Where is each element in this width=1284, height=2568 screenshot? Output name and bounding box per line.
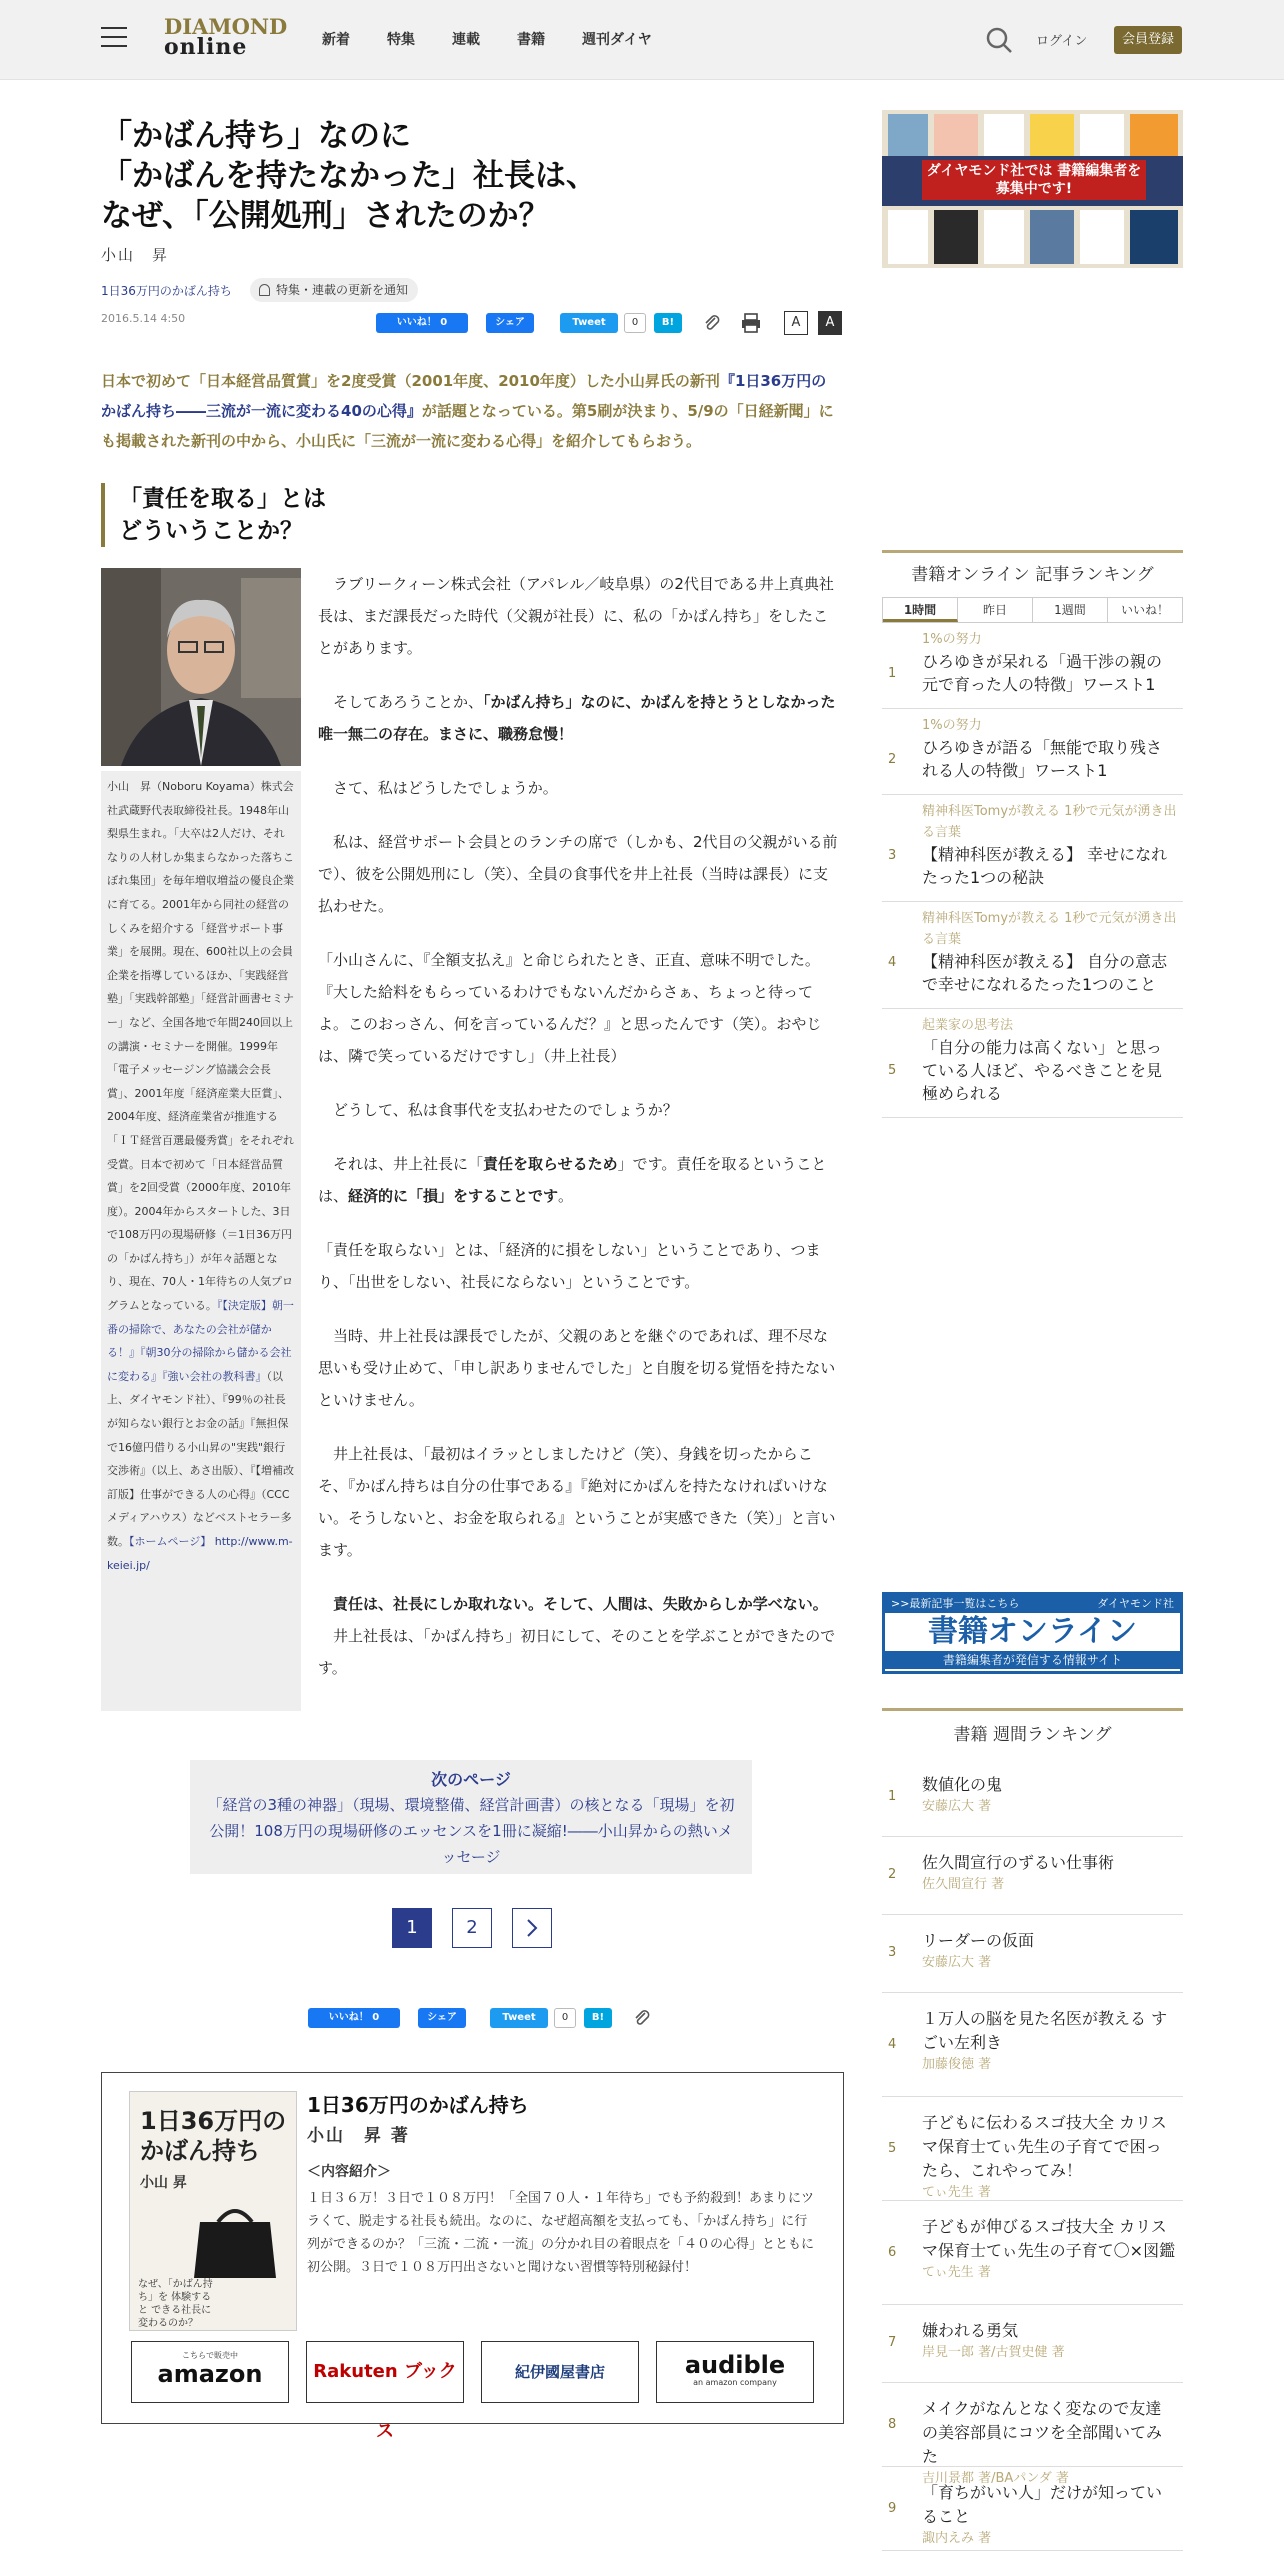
paragraph: ラブリークィーン株式会社（アパレル／岐阜県）の2代目である井上真典社長は、まだ課長だった時代（父親が社長）に、私の「かばん持ち」をしたことがあります。 (318, 575, 834, 657)
rank-number: 4 (888, 955, 897, 970)
paragraph: さて、私はどうしたでしょうか。 (333, 779, 558, 797)
banner-main: 書籍オンライン (927, 1614, 1138, 1649)
paragraph-bold: 「かばん持ち」なのに、かばんを持とうとしなかった唯一無二の存在。まさに、職務怠慢！ (318, 693, 836, 743)
rank-number: 1 (888, 1789, 897, 1804)
tweet-count-bottom: 0 (554, 2008, 576, 2028)
homepage-link[interactable]: 【ホームページ】 http://www.m-keiei.jp/ (107, 1535, 293, 1572)
book-rank-author: 加藤俊徳 著 (922, 2057, 992, 2072)
rank-category: 精神科医Tomyが教える 1秒で元気が湧き出る言葉 (922, 804, 1177, 840)
rank-category: 起業家の思考法 (922, 1018, 1014, 1033)
banner-text: ダイヤモンド社では 書籍編集者を募集中です! (922, 160, 1146, 200)
rank-number: 6 (888, 2245, 897, 2260)
paragraph-text: それは、井上社長に「 (333, 1155, 484, 1173)
rakuten-button[interactable] (306, 2341, 464, 2442)
ranking-item[interactable] (882, 623, 1183, 709)
paragraph: 当時、井上社長は課長でしたが、父親のあとを継ぐのであれば、理不尽な思いも受け止めて、「申し訳ありませんでした」と自腹を切る覚悟を持たないといけません。 (318, 1327, 836, 1409)
paragraph (318, 1148, 838, 1212)
banner-top-link: >>最新記事一覧はこちら (891, 1597, 1020, 1610)
book-rank-title: 「育ちがいい人」だけが知っていること (922, 2483, 1163, 2526)
article-body (318, 568, 838, 1684)
site-header (0, 0, 1284, 80)
book-rank-item[interactable] (882, 2201, 1183, 2305)
book-rank-title: 佐久間宣行のずるい仕事術 (922, 1853, 1115, 1872)
bag-icon (190, 2200, 280, 2280)
book-rank-item[interactable] (882, 2097, 1183, 2201)
font-small-button[interactable]: A (784, 311, 808, 335)
hatena-button-bottom[interactable]: B! (584, 2008, 612, 2028)
facebook-share-button-bottom[interactable]: シェア (418, 2008, 466, 2028)
book-rank-item[interactable] (882, 1915, 1183, 1993)
kinokuniya-logo: 紀伊國屋書店 (514, 2363, 605, 2381)
amazon-logo: amazon (157, 2360, 263, 2388)
ranking-item[interactable] (882, 709, 1183, 795)
audible-button[interactable] (656, 2341, 814, 2403)
kinokuniya-button[interactable] (481, 2341, 639, 2403)
book-rank-title: リーダーの仮面 (922, 1931, 1035, 1950)
book-link[interactable]: 『1日36万円のかばん持ち――三流が一流に変わる40の心得』 (101, 372, 827, 420)
article-ranking (882, 550, 1183, 1118)
nav-weekly[interactable]: 週刊ダイヤ (582, 32, 652, 48)
login-link[interactable]: ログイン (1036, 34, 1088, 49)
heading-line: どういうことか？ (119, 518, 303, 544)
tweet-count: 0 (624, 313, 646, 333)
tweet-button-bottom[interactable]: Tweet (490, 2008, 548, 2028)
title-line: 「かばんを持たなかった」社長は、 (101, 158, 597, 194)
book-rank-title: 子どもに伝わるスゴ技大全 カリスマ保育士てぃ先生の子育てで困ったら、これやってみ！ (922, 2113, 1167, 2180)
book-rank-title: メイクがなんとなく変なので友達の美容部員にコツを全部聞いてみた (922, 2399, 1163, 2466)
series-link[interactable]: 1日36万円のかばん持ち (101, 284, 232, 298)
paragraph-bold: 責任は、社長にしか取れない。そして、人間は、失敗からしか学べない。 (333, 1595, 828, 1613)
logo-line2: online (164, 34, 248, 60)
print-icon[interactable] (740, 312, 762, 334)
facebook-like-button-bottom[interactable]: いいね！ 0 (308, 2008, 400, 2028)
chevron-right-icon (513, 1909, 551, 1947)
page-1-button[interactable]: 1 (392, 1908, 432, 1948)
paragraph: 井上社長は、「最初はイラッとしましたけど（笑）、身銭を切ったからこそ、『かばん持ちは自分の仕事である』『絶対にかばんを持たなければいけない。そうしないと、お金を取られる』ということが実感できた（笑）」と言います。 (318, 1445, 836, 1559)
amazon-button[interactable] (131, 2341, 289, 2403)
audible-caption: an amazon company (693, 2378, 777, 2387)
nav-new[interactable]: 新着 (322, 32, 350, 48)
ranking-item[interactable] (882, 1009, 1183, 1118)
ranking-title: 書籍オンライン 記事ランキング (911, 565, 1154, 585)
next-page-box[interactable] (190, 1760, 752, 1874)
book-rank-item[interactable] (882, 1993, 1183, 2097)
rank-number: 2 (888, 751, 897, 767)
rank-number: 5 (888, 2141, 897, 2156)
hatena-button[interactable]: B! (654, 313, 682, 333)
heading-line: 「責任を取る」とは (119, 486, 326, 512)
rank-category: 1%の努力 (922, 718, 982, 733)
next-page-button[interactable] (512, 1908, 552, 1948)
cover-author: 小山 昇 (140, 2175, 187, 2191)
rank-number: 8 (888, 2417, 897, 2432)
title-line: 「かばん持ち」なのに (101, 118, 411, 154)
book-rank-title: 子どもが伸びるスゴ技大全 カリスマ保育士てぃ先生の子育て〇×図鑑 (922, 2217, 1176, 2260)
book-rank-author: 安藤広大 著 (922, 1955, 992, 1970)
book-description: １日３６万！３日で１０８万円！「全国７０人・１年待ち」でも予約殺到！あまりにツラくて、脱走する社長も続出。なのに、なぜ超高額を支払っても、「かばん持ち」に行列ができるのか？「三流・二流・一流」の分かれ目の着眼点を「４０の心得」とともに初公開。３日で１０８万円出さないと聞けない習慣等特別秘録付！ (307, 2191, 815, 2275)
nav-books[interactable]: 書籍 (517, 32, 545, 48)
paragraph: 井上社長は、「かばん持ち」初日にして、そのことを学ぶことができたのです。 (318, 1627, 836, 1677)
nav-feature[interactable]: 特集 (387, 32, 415, 48)
rank-number: 1 (888, 665, 897, 681)
publish-date: 2016.5.14 4:50 (101, 312, 186, 325)
rank-title: ひろゆきが呆れる「過干渉の親の元で育った人の特徴」ワースト1 (922, 652, 1163, 694)
nav-series[interactable]: 連載 (452, 32, 480, 48)
rank-category: 精神科医Tomyが教える 1秒で元気が湧き出る言葉 (922, 911, 1177, 947)
search-icon[interactable] (985, 26, 1013, 54)
book-rank-author: 安藤広大 著 (922, 1799, 992, 1814)
book-rank-item[interactable] (882, 1837, 1183, 1915)
paragraph-text: そしてあろうことか、 (333, 693, 484, 711)
rank-number: 2 (888, 1867, 897, 1882)
audible-logo: audible (684, 2351, 786, 2379)
link-copy-icon[interactable] (632, 2009, 652, 2029)
book-rank-item[interactable] (882, 2383, 1183, 2486)
register-button[interactable]: 会員登録 (1114, 26, 1182, 54)
lead-part: 日本で初めて「日本経営品質賞」を2度受賞（2001年度、2010年度）した小山昇氏の新刊 (101, 372, 720, 390)
books-online-banner[interactable] (882, 1592, 1183, 1674)
paragraph: 「小山さんに、『全額支払え』と命じられたとき、正直、意味不明でした。『大した給料をもらっているわけでもないんだからさぁ、ちょっと待ってよ。このおっさん、何を言っているんだ？』と思ったんです（笑）。おやじは、隣で笑っているだけですし」（井上社長） (318, 951, 822, 1065)
tab-likes[interactable]: いいね！ (1120, 603, 1169, 617)
book-rank-author: 諏内えみ 著 (922, 2531, 992, 2546)
tweet-button[interactable]: Tweet (560, 313, 618, 333)
paragraph: 「責任を取らない」とは、「経済的に損をしない」ということであり、つまり、「出世をしない、社長にならない」ということです。 (318, 1241, 821, 1291)
logo-line1: DIAMOND (164, 14, 288, 39)
ranking-item[interactable] (882, 902, 1183, 1009)
paragraph-bold: 経済的に「損」をすることです (348, 1187, 559, 1205)
tab-yesterday[interactable]: 昨日 (958, 598, 1033, 622)
banner-sub: 書籍編集者が発信する情報サイト (885, 1651, 1180, 1669)
cover-title: 1日36万円の かばん持ち (140, 2107, 287, 2165)
bell-icon (259, 284, 270, 296)
follow-button[interactable] (250, 278, 418, 302)
rank-title: 【精神科医が教える】 幸せになれたった1つの秘訣 (922, 845, 1168, 887)
book-title[interactable]: 1日36万円のかばん持ち (307, 2093, 529, 2117)
rank-title: 「自分の能力は高くない」と思っている人ほど、やるべきことを見極められる (922, 1038, 1163, 1103)
rank-number: 4 (888, 2037, 897, 2052)
main-nav (322, 29, 689, 49)
book-rank-author: てぃ先生 著 (922, 2185, 991, 2200)
tab-1hour[interactable]: 1時間 (883, 598, 958, 622)
paragraph-bold: 責任を取らせるため (483, 1155, 618, 1173)
link-copy-icon[interactable] (702, 314, 722, 334)
paragraph-text: 」です。責任を取るということは、 (318, 1155, 827, 1205)
rakuten-logo: Rakuten ブックス (313, 2361, 457, 2442)
weekly-book-ranking (882, 1708, 1183, 2551)
next-page-text: 「経営の3種の神器」（現場、環境整備、経営計画書）の核となる「現場」を初公開！108万円の現場研修のエッセンスを1冊に凝縮!――小山昇からの熱いメッセージ (207, 1796, 735, 1866)
rank-number: 5 (888, 1063, 897, 1078)
book-rank-author: 岸見一郎 著/古賀史健 著 (922, 2345, 1065, 2360)
book-intro-heading: ＜内容紹介＞ (307, 2164, 391, 2180)
article-author[interactable]: 小山 昇 (101, 246, 170, 264)
menu-icon[interactable] (101, 27, 127, 49)
rank-number: 3 (888, 848, 897, 863)
next-page-heading: 次のページ (431, 1770, 511, 1789)
book-rank-item[interactable] (882, 2305, 1183, 2383)
bio-book-links[interactable]: 『【決定版】朝一番の掃除で、あなたの会社が儲かる！』『朝30分の掃除から儲かる会社に変わる』『強い会社の教科書』 (107, 1299, 294, 1383)
rank-number: 7 (888, 2335, 897, 2350)
page-2-button[interactable]: 2 (452, 1908, 492, 1948)
author-bio (101, 771, 301, 1711)
font-large-button[interactable]: A (818, 311, 842, 335)
rank-category: 1%の努力 (922, 632, 982, 647)
cover-copy: なぜ、「かばん持ち」を 体験すると できる社長に 変わるのか？ (138, 2279, 213, 2329)
tab-1week[interactable]: 1週間 (1033, 598, 1108, 622)
paragraph-text: 。 (558, 1187, 574, 1205)
editor-recruit-banner[interactable] (882, 110, 1183, 268)
book-rank-title: 数値化の鬼 (922, 1775, 1003, 1794)
article-title (101, 116, 621, 236)
book-author: 小山 昇 著 (307, 2126, 410, 2146)
book-rank-author: 吉川景都 著/BAパンダ 著 (922, 2471, 1069, 2486)
book-rank-title: 嫌われる勇気 (922, 2321, 1019, 2340)
book-rank-author: 佐久間宣行 著 (922, 1877, 1005, 1892)
site-logo[interactable] (164, 14, 288, 60)
author-photo (101, 568, 301, 766)
amazon-caption: こちらで販売中 (182, 2351, 238, 2360)
paragraph: 私は、経営サポート会員とのランチの席で（しかも、2代目の父親がいる前で）、彼を公開処刑にし（笑）、全員の食事代を井上社長（当時は課長）に支払わせた。 (318, 833, 838, 915)
lead-text (101, 366, 841, 456)
lead-part: が話題となっている。第5刷が決まり、5/9の「日経新聞」にも掲載された新刊の中から、小山氏に「三流が一流に変わる心得」を紹介してもらおう。 (101, 402, 834, 450)
section-heading (101, 483, 421, 547)
bio-text: （以上、ダイヤモンド社）、『99％の社長が知らない銀行とお金の話』『無担保で16億円借りる小山昇の"実践"銀行交渉術』（以上、あさ出版）、『【増補改訂版】仕事ができる人の心得』（CCC メディアハウス）などベストセラー多数。 (107, 1369, 294, 1548)
rank-number: 3 (888, 1945, 897, 1960)
facebook-share-button[interactable]: シェア (486, 313, 534, 333)
follow-label: 特集・連載の更新を通知 (276, 283, 409, 297)
ranking-tabs (882, 597, 1183, 623)
title-line: なぜ、「公開処刑」されたのか？ (101, 198, 550, 234)
rank-number: 9 (888, 2501, 897, 2516)
bio-text: 小山 昇（Noboru Koyama）株式会社武蔵野代表取締役社長。1948年山梨県生まれ。「大卒は2人だけ、それなりの人材しか集まらなかった落ちこぼれ集団」を毎年増収増益の優良企業に育てる。2001年から同社の経営のしくみを紹介する「経営サポート事業」を展開。現在、600社以上の会員企業を指導しているほか、「実践経営塾」「実践幹部塾」「経営計画書セミナー」など、全国各地で年間240回以上の講演・セミナーを開催。1999年「電子メッセージング協議会会長賞」、2001年度「経済産業大臣賞」、2004年度、経済産業省が推進する「ＩＴ経営百選最優秀賞」をそれぞれ受賞。日本で初めて「日本経営品質賞」を2回受賞（2000年度、2010年度）。2004年からスタートした、3日で108万円の現場研修（＝1日36万円の「かばん持ち」）が年々話題となり、現在、70人・1年待ちの人気プログラムとなっている。 (107, 780, 294, 1313)
rank-title: ひろゆきが語る「無能で取り残される人の特徴」ワースト1 (922, 738, 1163, 780)
rank-title: 【精神科医が教える】 自分の意志で幸せになれるたった1つのこと (922, 952, 1168, 994)
book-rank-author: てぃ先生 著 (922, 2265, 991, 2280)
book-rank-item[interactable] (882, 2467, 1183, 2551)
book-rank-item[interactable] (882, 1759, 1183, 1837)
banner-brand: ダイヤモンド社 (1097, 1597, 1174, 1610)
weekly-ranking-title: 書籍 週間ランキング (953, 1725, 1112, 1745)
paragraph: どうして、私は食事代を支払わせたのでしょうか？ (333, 1101, 678, 1119)
paragraph (318, 686, 838, 750)
author-portrait-illustration (101, 568, 301, 766)
book-rank-title: １万人の脳を見た名医が教える すごい左利き (922, 2009, 1168, 2052)
book-info-box (101, 2072, 844, 2442)
ranking-item[interactable] (882, 795, 1183, 902)
book-cover[interactable] (129, 2091, 297, 2331)
facebook-like-button[interactable]: いいね！ 0 (376, 313, 468, 333)
